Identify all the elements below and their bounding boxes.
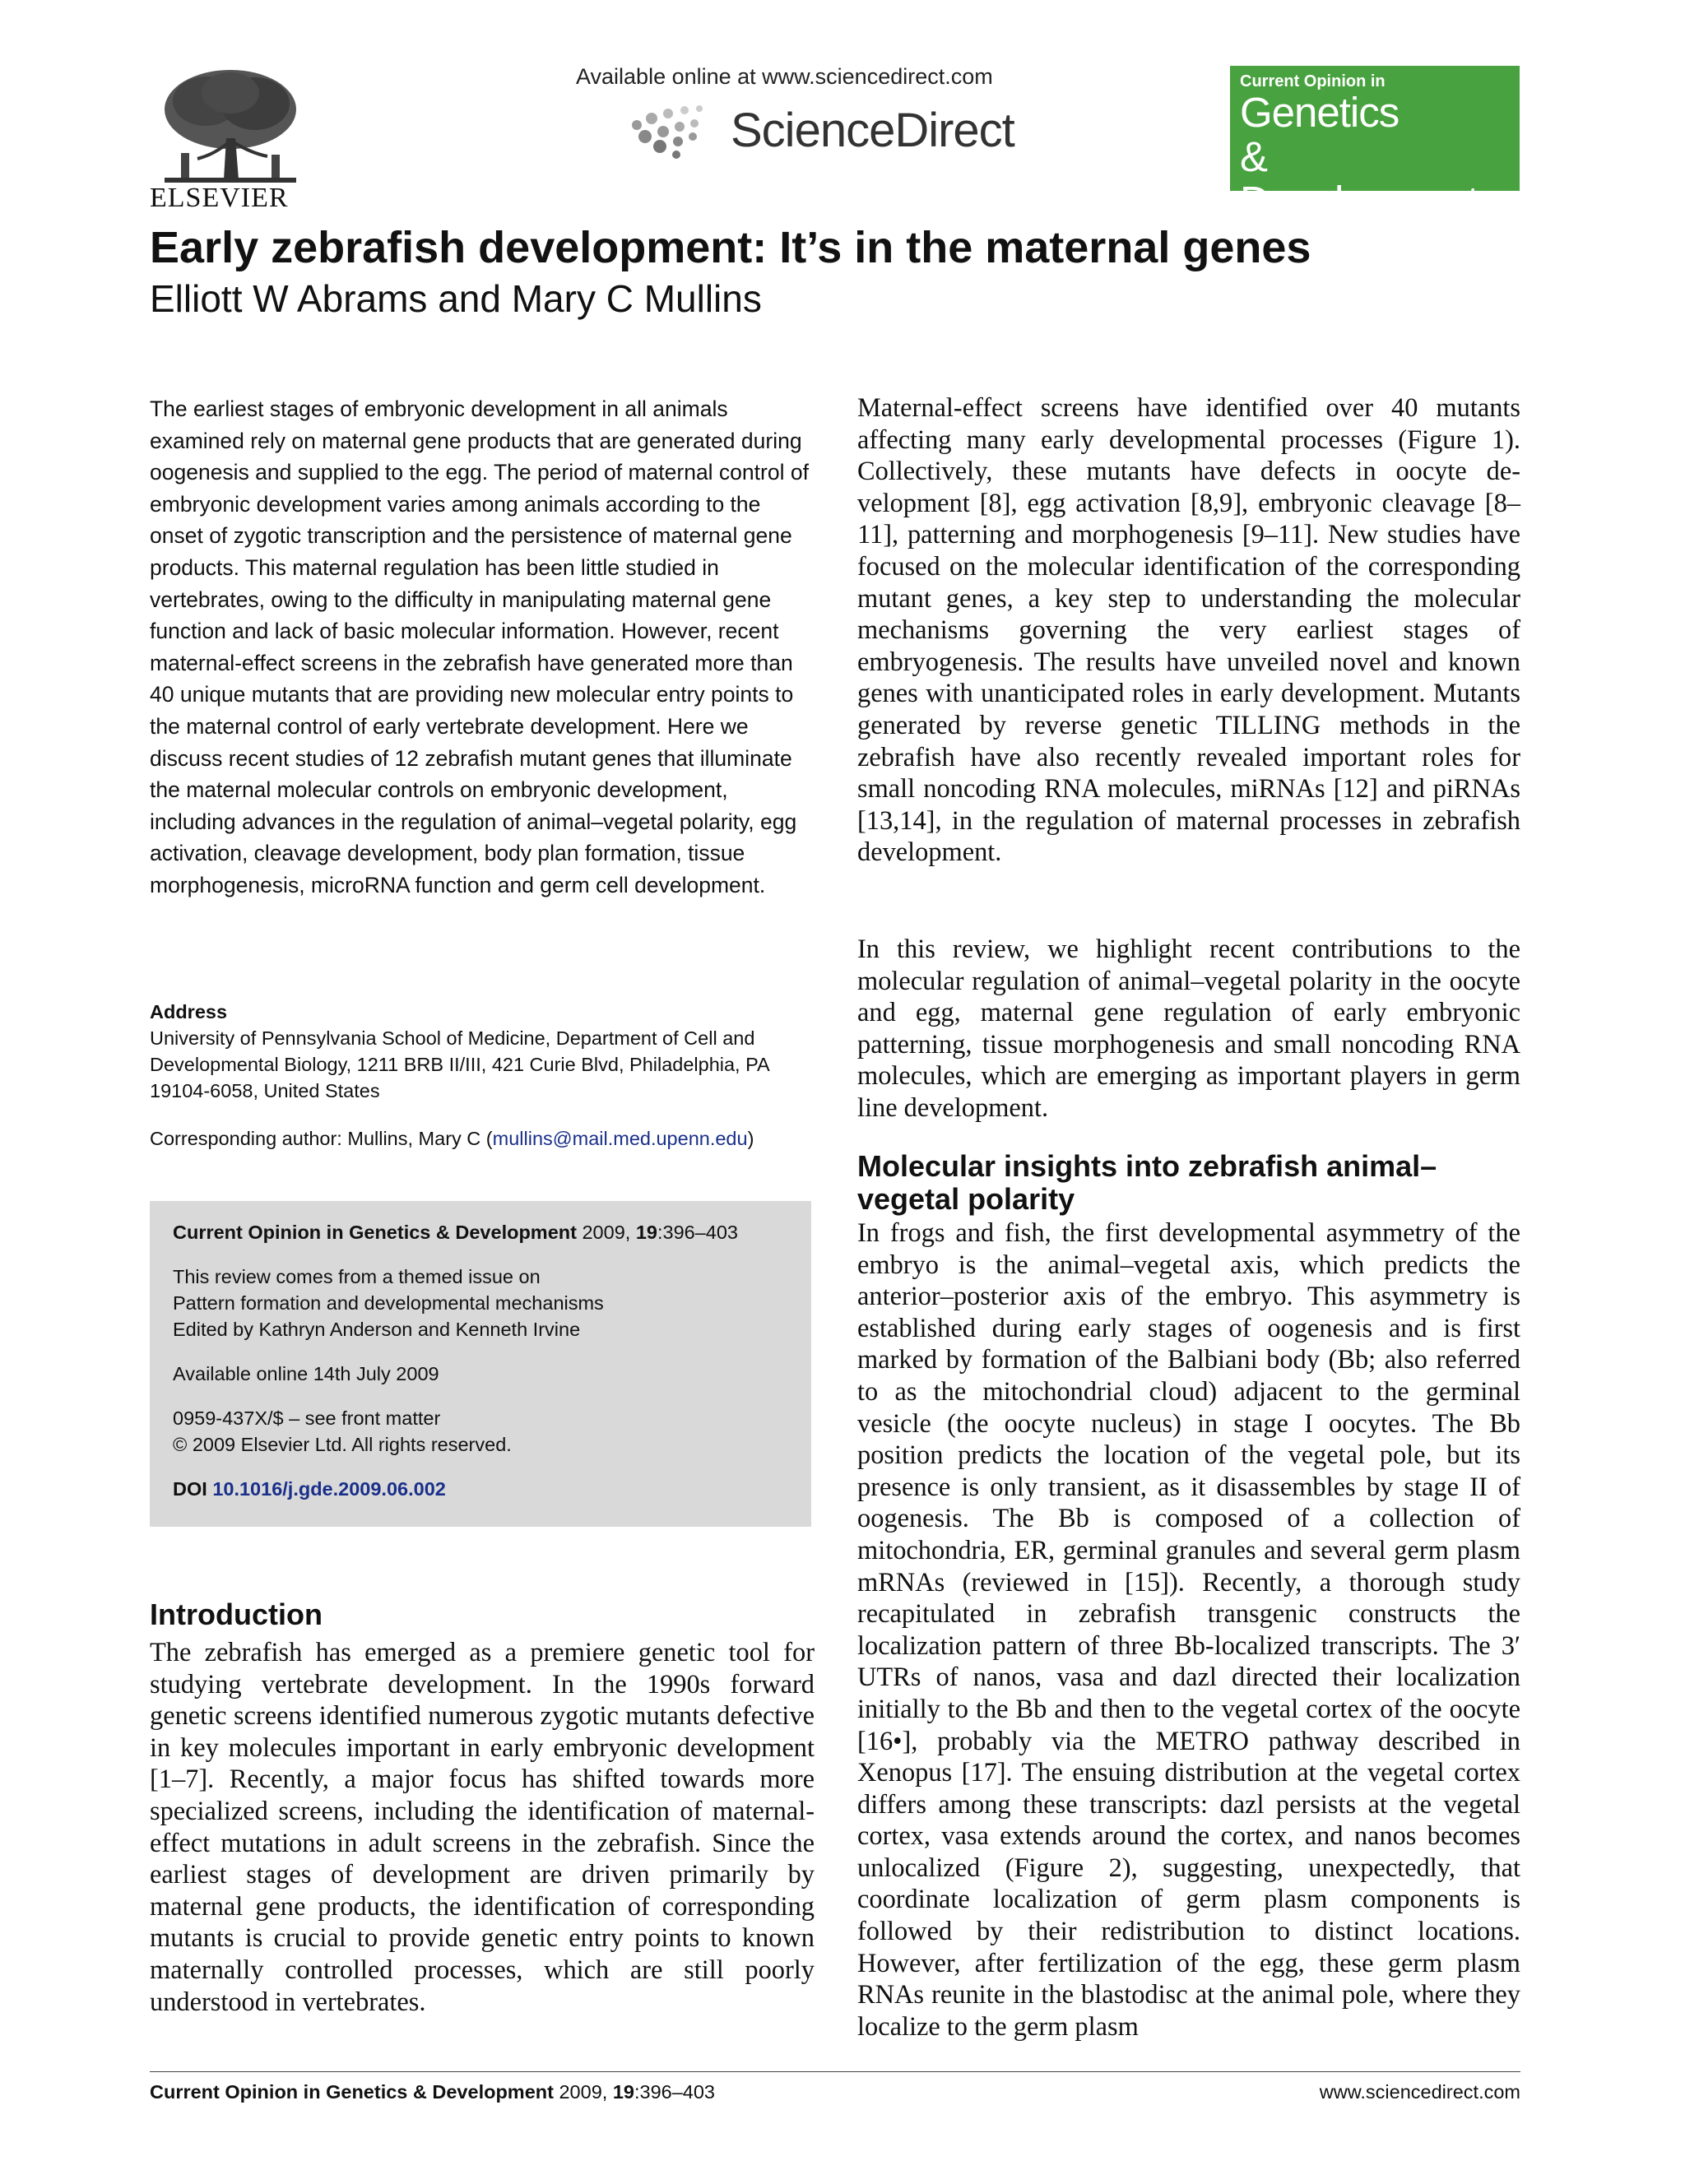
- footer-volume: 19: [612, 2081, 634, 2103]
- info-journal: Current Opinion in Genetics & Development: [173, 1222, 577, 1243]
- info-copyright: © 2009 Elsevier Ltd. All rights reserved.: [173, 1434, 512, 1455]
- available-online-text: Available online at www.sciencedirect.com: [576, 64, 993, 89]
- footer-journal: Current Opinion in Genetics & Development: [150, 2081, 554, 2103]
- introduction-text: The zebrafish has emerged as a premiere genetic tool for studying vertebrate development. In the 1990s forward genetic screens identified numerous zygotic mutants defective in key molecules important in early embryonic development [1–7]. Recently, a major focus has shifted towards more specialized screens, including the identification of maternal-effect mutations in adult screens in the zebrafish. Since the earliest stages of development are driven primarily by maternal gene products, the identification of corresponding mutants is crucial to provide genetic entry points to known maternally controlled processes, which are still poorly understood in vertebrates.: [150, 1638, 815, 2017]
- info-themed-line-2: Pattern formation and developmental mechanisms: [173, 1292, 604, 1314]
- corresponding-author: [150, 1125, 816, 1152]
- doi-label: DOI: [173, 1478, 207, 1500]
- doi-link[interactable]: 10.1016/j.gde.2009.06.002: [212, 1478, 446, 1500]
- journal-badge: [1230, 66, 1520, 225]
- address-text: University of Pennsylvania School of Medicine, Department of Cell and Developmental Biology, 1211 BRB II/III, 421 Curie Blvd, Philadelphia, PA 19104-6058, United States: [150, 1027, 769, 1101]
- info-themed-line-1: This review comes from a themed issue on: [173, 1266, 541, 1287]
- tree-icon: [148, 64, 313, 188]
- info-year: 2009,: [582, 1222, 631, 1243]
- abstract: The earliest stages of embryonic development in all animals examined rely on maternal gene products that are generated during oogenesis and supplied to the egg. The period of maternal control of embryonic development varies among animals according to the onset of zygotic transcription and the persistence of maternal gene products. This maternal regulation has been little studied in vertebrates, owing to the difficulty in manipulating maternal gene function and lack of basic molecular information. However, recent maternal-effect screens in the zebrafish have generated more than 40 unique mutants that are providing new molecular entry points to the maternal control of early vertebrate development. Here we discuss recent studies of 12 zebrafish mutant genes that illuminate the maternal molecular controls on embryonic development, including advances in the regulation of animal–vegetal polarity, egg activation, cleavage development, body plan formation, tissue morphogenesis, microRNA function and germ cell development.: [150, 396, 809, 897]
- footer-divider: [150, 2071, 1520, 2072]
- section-heading: Molecular insights into zebrafish animal–vegetal polarity: [857, 1149, 1437, 1216]
- corresponding-prefix: Corresponding author: Mullins, Mary C (: [150, 1128, 493, 1149]
- publisher-name: ELSEVIER: [150, 183, 289, 213]
- info-pages: :396–403: [657, 1222, 738, 1243]
- info-volume: 19: [635, 1222, 657, 1243]
- journal-badge-subtitle: Current Opinion in: [1240, 72, 1386, 90]
- info-available-online: Available online 14th July 2009: [173, 1363, 439, 1384]
- body-paragraph-1: Maternal-effect screens have identified over 40 mutants affecting many early developmental processes (Figure 1). Collectively, these mutants have defects in oocyte development [8], egg activation [8,9], embryonic cleavage [8–11], patterning and morphogenesis [9–11]. New studies have focused on the molecular identification of the corresponding mutant genes, a key step to understanding the molecular mechanisms governing the very earliest stages of embryogenesis. The results have unveiled novel and known genes with unanticipated roles in early development. Mutants generated by reverse genetic TILLING methods in the zebrafish have also recently revealed important roles for small noncoding RNA molecules, miRNAs [12] and piRNAs [13,14], in the regulation of maternal processes in zebrafish development.: [857, 393, 1520, 868]
- address-heading: Address: [150, 1001, 228, 1022]
- info-edited-by: Edited by Kathryn Anderson and Kenneth Irvine: [173, 1319, 581, 1340]
- journal-badge-line-2: & Development: [1240, 133, 1478, 225]
- article-info-box: [150, 1201, 811, 1527]
- address-block: [150, 999, 816, 1152]
- body-paragraph-2: In this review, we highlight recent contributions to the molecular regulation of animal–vegetal polarity in the oocyte and egg, maternal gene regulation of early embryonic patterning, tissue morphogenesis and small noncoding RNA molecules, which are emerging as important players in germ line development.: [857, 934, 1520, 1123]
- info-issn: 0959-437X/$ – see front matter: [173, 1407, 441, 1429]
- sciencedirect-logo: [619, 97, 1014, 163]
- journal-badge-line-1: Genetics: [1240, 89, 1400, 136]
- introduction-heading: Introduction: [150, 1597, 323, 1631]
- article-title: Early zebrafish development: It’s in the maternal genes: [150, 223, 1311, 272]
- footer-year: 2009,: [559, 2081, 608, 2103]
- info-citation: [173, 1219, 788, 1245]
- corresponding-suffix: ): [747, 1128, 754, 1149]
- article-authors: Elliott W Abrams and Mary C Mullins: [150, 277, 762, 320]
- footer-pages: :396–403: [634, 2081, 715, 2103]
- footer-url[interactable]: www.sciencedirect.com: [1319, 2081, 1520, 2103]
- footer-citation: [150, 2081, 715, 2103]
- sciencedirect-dots-icon: [619, 97, 726, 163]
- info-doi: [173, 1476, 788, 1502]
- corresponding-email-link[interactable]: mullins@mail.med.upenn.edu: [492, 1128, 748, 1149]
- sciencedirect-wordmark: ScienceDirect: [731, 103, 1014, 157]
- body-paragraph-3: In frogs and fish, the first developmental asymmetry of the embryo is the animal–vegetal axis, which predicts the anterior–posterior axis of the embryo. This asymmetry is established during early stages of oogenesis and is first marked by formation of the Balbiani body (Bb; also referred to as the mitochondrial cloud) adjacent to the germinal vesicle (the oocyte nucleus) in stage I oocytes. The Bb position predicts the location of the vegetal pole, but its presence is only transient, as it disassembles by stage II of oogenesis. The Bb is composed of a collection of mitochondria, ER, germinal granules and several germ plasm mRNAs (reviewed in [15]). Recently, a thorough study recapitulated in zebrafish transgenic constructs the localization pattern of three Bb-localized transcripts. The 3′ UTRs of nanos, vasa and dazl directed their localization initially to the Bb and then to the vegetal cortex of the oocyte [16•], probably via the METRO pathway described in Xenopus [17]. The ensuing distribution at the vegetal cortex differs among these transcripts: dazl persists at the vegetal cortex, vasa extends around the cortex, and nanos becomes unlocalized (Figure 2), suggesting, unexpectedly, that coordinate localization of germ plasm components is followed by their redistribution to distinct locations. However, after fertilization of the egg, these germ plasm RNAs reunite in the blastodisc at the animal pole, where they localize to the germ plasm: [857, 1218, 1520, 2042]
